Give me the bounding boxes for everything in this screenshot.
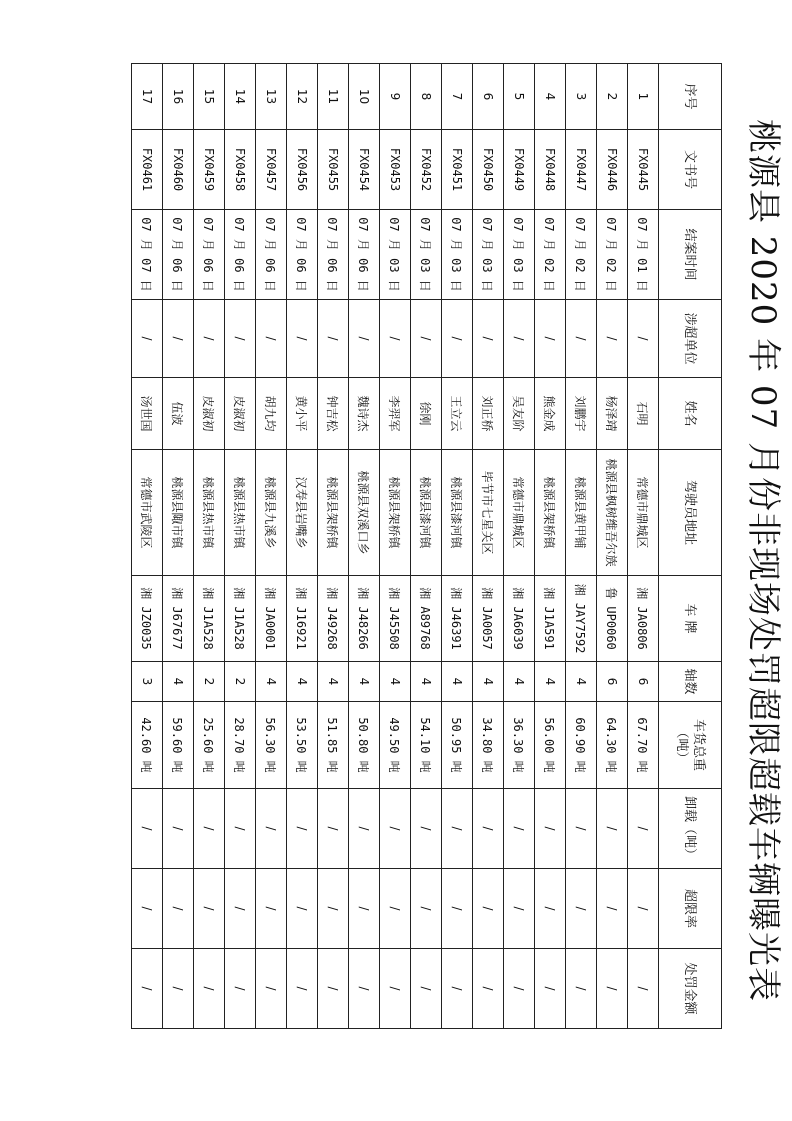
cell-driver-address: 桃源县漆河镇 xyxy=(411,450,442,576)
table-body xyxy=(132,64,659,1029)
cell-close-date: 07 月 06 日 xyxy=(287,210,318,300)
cell-unit: / xyxy=(473,300,504,378)
cell-unload: / xyxy=(628,789,659,869)
cell-axles: 4 xyxy=(287,662,318,702)
cell-close-date: 07 月 03 日 xyxy=(473,210,504,300)
cell-overlimit-rate: / xyxy=(411,869,442,949)
cell-unit: / xyxy=(225,300,256,378)
cell-penalty: / xyxy=(256,949,287,1029)
cell-name: 黄小平 xyxy=(287,378,318,450)
cell-unload: / xyxy=(287,789,318,869)
table-row xyxy=(380,64,411,1029)
cell-overlimit-rate: / xyxy=(163,869,194,949)
header-overlimit-rate: 超限率 xyxy=(659,869,722,949)
cell-unit: / xyxy=(380,300,411,378)
cell-serial: 13 xyxy=(256,64,287,130)
cell-penalty: / xyxy=(566,949,597,1029)
cell-unload: / xyxy=(504,789,535,869)
table-row xyxy=(287,64,318,1029)
cell-doc-number: FX0449 xyxy=(504,130,535,210)
cell-overlimit-rate: / xyxy=(194,869,225,949)
cell-close-date: 07 月 06 日 xyxy=(194,210,225,300)
cell-unload: / xyxy=(132,789,163,869)
cell-axles: 2 xyxy=(225,662,256,702)
header-driver-address: 驾驶员地址 xyxy=(659,450,722,576)
cell-unit: / xyxy=(504,300,535,378)
cell-plate: 湘 JZ0035 xyxy=(132,576,163,662)
cell-driver-address: 常德市武陵区 xyxy=(132,450,163,576)
cell-axles: 4 xyxy=(411,662,442,702)
cell-driver-address: 桃源县架桥镇 xyxy=(380,450,411,576)
cell-driver-address: 桃源县双溪口乡 xyxy=(349,450,380,576)
cell-overlimit-rate: / xyxy=(225,869,256,949)
cell-total-weight: 56.00 吨 xyxy=(535,702,566,789)
cell-axles: 4 xyxy=(473,662,504,702)
table-row xyxy=(535,64,566,1029)
table-row xyxy=(442,64,473,1029)
cell-serial: 12 xyxy=(287,64,318,130)
cell-driver-address: 桃源县陬市镇 xyxy=(163,450,194,576)
cell-penalty: / xyxy=(318,949,349,1029)
cell-unit: / xyxy=(442,300,473,378)
cell-doc-number: FX0459 xyxy=(194,130,225,210)
cell-serial: 10 xyxy=(349,64,380,130)
header-unit: 涉超单位 xyxy=(659,300,722,378)
cell-axles: 4 xyxy=(566,662,597,702)
cell-axles: 4 xyxy=(349,662,380,702)
cell-name: 徐刚 xyxy=(411,378,442,450)
table-row xyxy=(349,64,380,1029)
cell-close-date: 07 月 06 日 xyxy=(225,210,256,300)
cell-doc-number: FX0448 xyxy=(535,130,566,210)
cell-name: 魏诗杰 xyxy=(349,378,380,450)
cell-driver-address: 桃源县热市镇 xyxy=(194,450,225,576)
cell-total-weight: 59.60 吨 xyxy=(163,702,194,789)
cell-name: 熊金成 xyxy=(535,378,566,450)
cell-name: 石明 xyxy=(628,378,659,450)
cell-unit: / xyxy=(535,300,566,378)
table-row xyxy=(194,64,225,1029)
cell-unload: / xyxy=(535,789,566,869)
table-row xyxy=(473,64,504,1029)
cell-overlimit-rate: / xyxy=(380,869,411,949)
cell-serial: 1 xyxy=(628,64,659,130)
cell-unload: / xyxy=(411,789,442,869)
cell-name: 汤世国 xyxy=(132,378,163,450)
cell-serial: 3 xyxy=(566,64,597,130)
cell-penalty: / xyxy=(349,949,380,1029)
cell-close-date: 07 月 03 日 xyxy=(380,210,411,300)
cell-doc-number: FX0445 xyxy=(628,130,659,210)
cell-doc-number: FX0456 xyxy=(287,130,318,210)
cell-axles: 4 xyxy=(504,662,535,702)
cell-serial: 16 xyxy=(163,64,194,130)
cell-total-weight: 67.70 吨 xyxy=(628,702,659,789)
cell-close-date: 07 月 02 日 xyxy=(566,210,597,300)
table-row xyxy=(504,64,535,1029)
cell-axles: 4 xyxy=(318,662,349,702)
cell-plate: 湘 JA0806 xyxy=(628,576,659,662)
cell-doc-number: FX0457 xyxy=(256,130,287,210)
cell-overlimit-rate: / xyxy=(473,869,504,949)
cell-penalty: / xyxy=(628,949,659,1029)
header-axles: 轴数 xyxy=(659,662,722,702)
cell-total-weight: 60.90 吨 xyxy=(566,702,597,789)
cell-name: 刘鹏宇 xyxy=(566,378,597,450)
cell-serial: 11 xyxy=(318,64,349,130)
cell-serial: 5 xyxy=(504,64,535,130)
cell-name: 吴友阶 xyxy=(504,378,535,450)
cell-penalty: / xyxy=(504,949,535,1029)
cell-unload: / xyxy=(380,789,411,869)
cell-unit: / xyxy=(628,300,659,378)
table-row xyxy=(225,64,256,1029)
cell-total-weight: 50.80 吨 xyxy=(349,702,380,789)
cell-unit: / xyxy=(597,300,628,378)
cell-driver-address: 常德市鼎城区 xyxy=(628,450,659,576)
cell-serial: 4 xyxy=(535,64,566,130)
cell-total-weight: 34.80 吨 xyxy=(473,702,504,789)
exposure-table xyxy=(131,63,722,1029)
cell-total-weight: 28.70 吨 xyxy=(225,702,256,789)
header-penalty: 处罚金额 xyxy=(659,949,722,1029)
cell-name: 李羿军 xyxy=(380,378,411,450)
cell-doc-number: FX0447 xyxy=(566,130,597,210)
cell-unit: / xyxy=(411,300,442,378)
header-close-date: 结案时间 xyxy=(659,210,722,300)
cell-total-weight: 36.30 吨 xyxy=(504,702,535,789)
table-header-row xyxy=(659,64,722,1029)
cell-overlimit-rate: / xyxy=(566,869,597,949)
cell-axles: 3 xyxy=(132,662,163,702)
cell-plate: 湘 J1A591 xyxy=(535,576,566,662)
cell-driver-address: 桃源县九溪乡 xyxy=(256,450,287,576)
cell-total-weight: 50.95 吨 xyxy=(442,702,473,789)
cell-close-date: 07 月 07 日 xyxy=(132,210,163,300)
table-row xyxy=(318,64,349,1029)
cell-penalty: / xyxy=(225,949,256,1029)
table-row xyxy=(566,64,597,1029)
cell-penalty: / xyxy=(411,949,442,1029)
cell-axles: 6 xyxy=(597,662,628,702)
cell-overlimit-rate: / xyxy=(318,869,349,949)
table-row xyxy=(628,64,659,1029)
cell-plate: 湘 J49268 xyxy=(318,576,349,662)
cell-doc-number: FX0452 xyxy=(411,130,442,210)
cell-doc-number: FX0460 xyxy=(163,130,194,210)
cell-serial: 9 xyxy=(380,64,411,130)
cell-name: 钟吉松 xyxy=(318,378,349,450)
cell-serial: 2 xyxy=(597,64,628,130)
cell-penalty: / xyxy=(473,949,504,1029)
cell-doc-number: FX0461 xyxy=(132,130,163,210)
cell-close-date: 07 月 03 日 xyxy=(442,210,473,300)
cell-plate: 湘 J1A528 xyxy=(194,576,225,662)
cell-unload: / xyxy=(473,789,504,869)
cell-name: 皮淑初 xyxy=(225,378,256,450)
cell-driver-address: 桃源县枫树维吾尔族 xyxy=(597,450,628,576)
cell-total-weight: 42.60 吨 xyxy=(132,702,163,789)
cell-driver-address: 桃源县架桥镇 xyxy=(318,450,349,576)
cell-name: 王立云 xyxy=(442,378,473,450)
cell-unit: / xyxy=(566,300,597,378)
header-name: 姓名 xyxy=(659,378,722,450)
cell-unload: / xyxy=(442,789,473,869)
cell-plate: 湘 JA0001 xyxy=(256,576,287,662)
cell-overlimit-rate: / xyxy=(132,869,163,949)
cell-total-weight: 25.60 吨 xyxy=(194,702,225,789)
cell-driver-address: 常德市鼎城区 xyxy=(504,450,535,576)
table-row xyxy=(411,64,442,1029)
cell-unload: / xyxy=(194,789,225,869)
cell-unload: / xyxy=(566,789,597,869)
cell-close-date: 07 月 02 日 xyxy=(535,210,566,300)
cell-close-date: 07 月 03 日 xyxy=(411,210,442,300)
cell-plate: 鲁 UP0060 xyxy=(597,576,628,662)
cell-penalty: / xyxy=(442,949,473,1029)
cell-doc-number: FX0446 xyxy=(597,130,628,210)
table-row xyxy=(256,64,287,1029)
cell-axles: 4 xyxy=(163,662,194,702)
cell-driver-address: 汉寿县岩嘴乡 xyxy=(287,450,318,576)
cell-serial: 14 xyxy=(225,64,256,130)
cell-plate: 湘 J16921 xyxy=(287,576,318,662)
cell-close-date: 07 月 06 日 xyxy=(318,210,349,300)
cell-doc-number: FX0458 xyxy=(225,130,256,210)
header-serial: 序号 xyxy=(659,64,722,130)
cell-unit: / xyxy=(318,300,349,378)
cell-plate: 湘 A89768 xyxy=(411,576,442,662)
cell-close-date: 07 月 01 日 xyxy=(628,210,659,300)
cell-plate: 湘 JA6039 xyxy=(504,576,535,662)
cell-name: 胡九均 xyxy=(256,378,287,450)
cell-driver-address: 桃源县漆河镇 xyxy=(442,450,473,576)
cell-plate: 湘 JA0057 xyxy=(473,576,504,662)
cell-penalty: / xyxy=(535,949,566,1029)
cell-plate: 湘 J48266 xyxy=(349,576,380,662)
cell-serial: 7 xyxy=(442,64,473,130)
cell-unit: / xyxy=(194,300,225,378)
cell-overlimit-rate: / xyxy=(597,869,628,949)
cell-total-weight: 64.30 吨 xyxy=(597,702,628,789)
cell-serial: 8 xyxy=(411,64,442,130)
cell-penalty: / xyxy=(597,949,628,1029)
cell-unload: / xyxy=(225,789,256,869)
cell-axles: 6 xyxy=(628,662,659,702)
cell-total-weight: 53.50 吨 xyxy=(287,702,318,789)
cell-total-weight: 56.30 吨 xyxy=(256,702,287,789)
cell-penalty: / xyxy=(380,949,411,1029)
cell-unit: / xyxy=(256,300,287,378)
cell-close-date: 07 月 02 日 xyxy=(597,210,628,300)
cell-name: 皮淑初 xyxy=(194,378,225,450)
cell-close-date: 07 月 06 日 xyxy=(349,210,380,300)
cell-close-date: 07 月 03 日 xyxy=(504,210,535,300)
cell-penalty: / xyxy=(132,949,163,1029)
cell-overlimit-rate: / xyxy=(628,869,659,949)
table-row xyxy=(132,64,163,1029)
cell-driver-address: 桃源县架桥镇 xyxy=(535,450,566,576)
cell-name: 刘正桥 xyxy=(473,378,504,450)
cell-plate: 湘 J46391 xyxy=(442,576,473,662)
cell-penalty: / xyxy=(287,949,318,1029)
cell-unit: / xyxy=(132,300,163,378)
cell-total-weight: 51.85 吨 xyxy=(318,702,349,789)
cell-doc-number: FX0451 xyxy=(442,130,473,210)
cell-unit: / xyxy=(287,300,318,378)
cell-total-weight: 49.50 吨 xyxy=(380,702,411,789)
cell-unload: / xyxy=(163,789,194,869)
cell-driver-address: 桃源县热市镇 xyxy=(225,450,256,576)
cell-plate: 湘 J45508 xyxy=(380,576,411,662)
cell-overlimit-rate: / xyxy=(256,869,287,949)
cell-serial: 15 xyxy=(194,64,225,130)
cell-unload: / xyxy=(318,789,349,869)
cell-unload: / xyxy=(349,789,380,869)
cell-doc-number: FX0454 xyxy=(349,130,380,210)
cell-name: 伍波 xyxy=(163,378,194,450)
header-doc-number: 文书号 xyxy=(659,130,722,210)
cell-axles: 2 xyxy=(194,662,225,702)
cell-close-date: 07 月 06 日 xyxy=(256,210,287,300)
cell-overlimit-rate: / xyxy=(349,869,380,949)
cell-axles: 4 xyxy=(535,662,566,702)
cell-serial: 17 xyxy=(132,64,163,130)
cell-overlimit-rate: / xyxy=(504,869,535,949)
cell-total-weight: 54.10 吨 xyxy=(411,702,442,789)
cell-penalty: / xyxy=(194,949,225,1029)
document-title: 桃源县 2020 年 07 月份非现场处罚超限超载车辆曝光表 xyxy=(743,118,783,1003)
cell-axles: 4 xyxy=(442,662,473,702)
cell-serial: 6 xyxy=(473,64,504,130)
cell-axles: 4 xyxy=(380,662,411,702)
cell-plate: 湘 JAY7592 xyxy=(566,576,597,662)
cell-overlimit-rate: / xyxy=(535,869,566,949)
cell-overlimit-rate: / xyxy=(287,869,318,949)
cell-unload: / xyxy=(597,789,628,869)
cell-unit: / xyxy=(163,300,194,378)
header-plate: 车 牌 xyxy=(659,576,722,662)
cell-plate: 湘 J67677 xyxy=(163,576,194,662)
header-unload: 卸载（吨） xyxy=(659,789,722,869)
cell-doc-number: FX0453 xyxy=(380,130,411,210)
header-total-weight: 车货总重（吨） xyxy=(659,702,722,789)
cell-overlimit-rate: / xyxy=(442,869,473,949)
cell-name: 杨泽靖 xyxy=(597,378,628,450)
cell-driver-address: 毕节市七星关区 xyxy=(473,450,504,576)
table-row xyxy=(163,64,194,1029)
cell-doc-number: FX0455 xyxy=(318,130,349,210)
cell-unload: / xyxy=(256,789,287,869)
cell-penalty: / xyxy=(163,949,194,1029)
cell-doc-number: FX0450 xyxy=(473,130,504,210)
cell-axles: 4 xyxy=(256,662,287,702)
cell-driver-address: 桃源县黄甲铺 xyxy=(566,450,597,576)
cell-plate: 湘 J1A528 xyxy=(225,576,256,662)
cell-unit: / xyxy=(349,300,380,378)
table-row xyxy=(597,64,628,1029)
cell-close-date: 07 月 06 日 xyxy=(163,210,194,300)
